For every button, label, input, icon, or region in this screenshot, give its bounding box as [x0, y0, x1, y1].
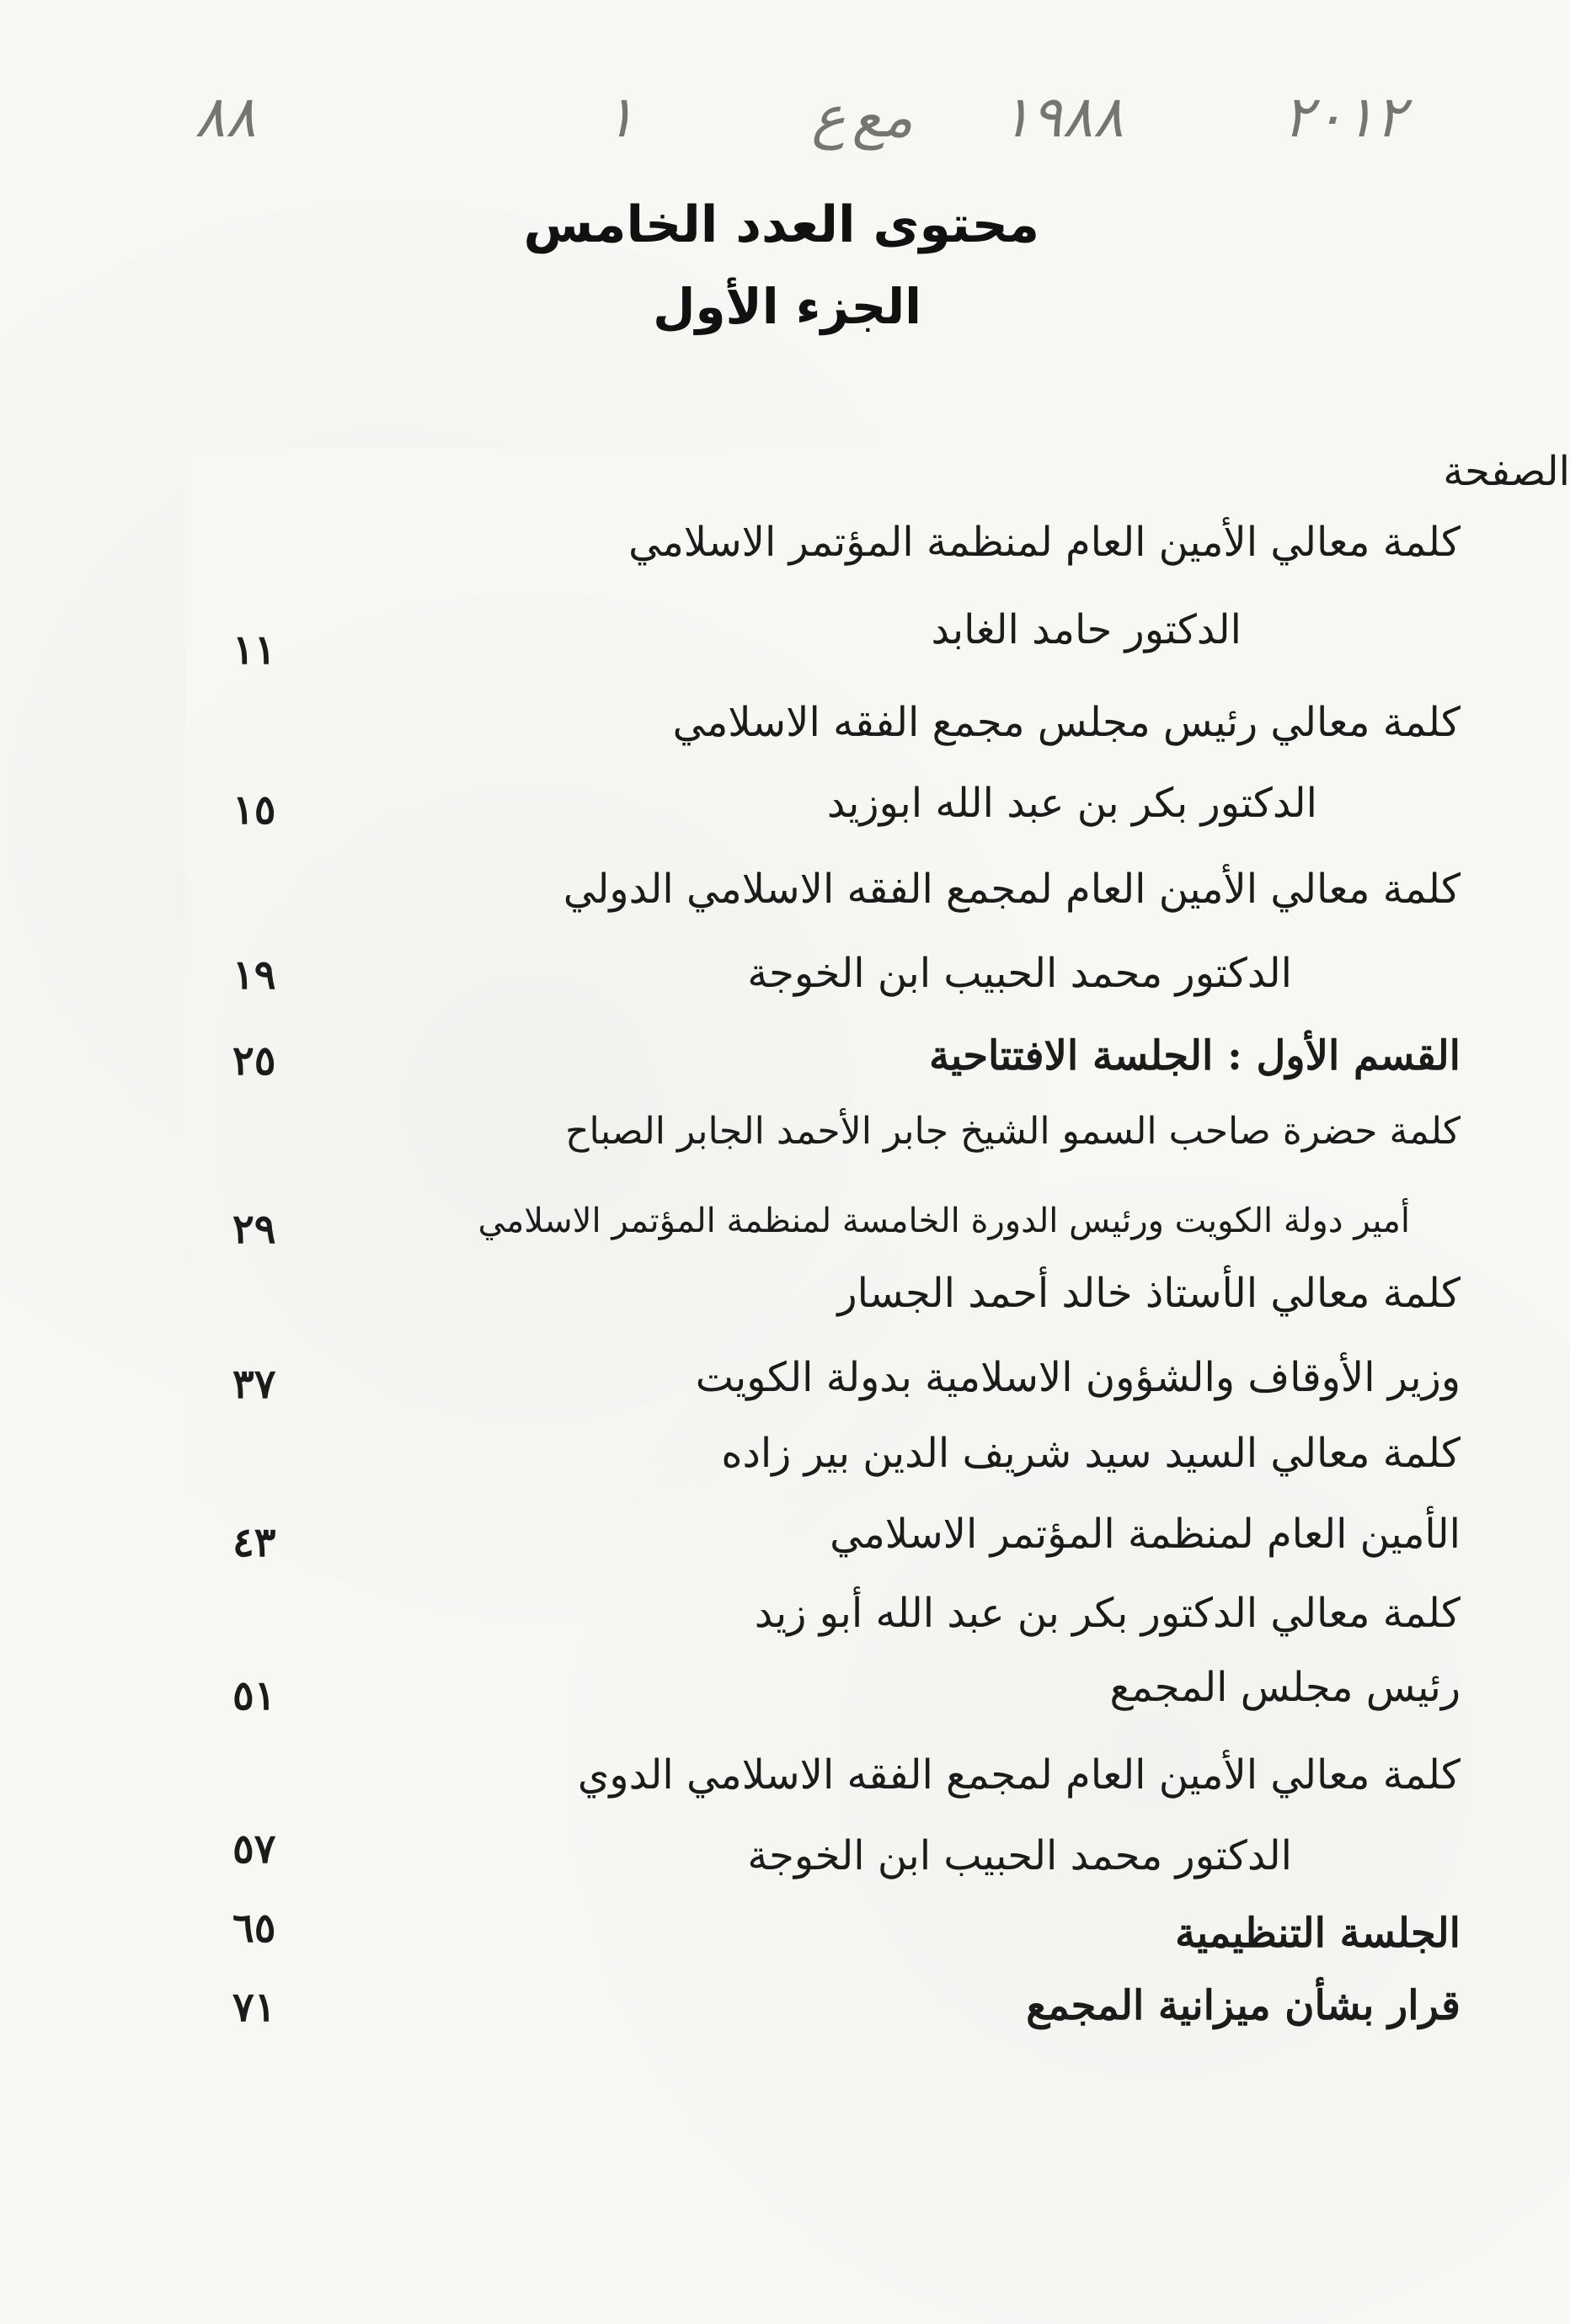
- toc-line: الدكتور بكر بن عبد الله ابوزيد: [826, 780, 1317, 827]
- toc-line: الدكتور محمد الحبيب ابن الخوجة: [747, 950, 1292, 997]
- page-number: ٥٧: [232, 1826, 276, 1873]
- page-number: ٧١: [232, 1984, 276, 2031]
- page-number: ١١: [232, 626, 276, 674]
- page-subtitle: الجزء الأول: [653, 278, 921, 335]
- page-number: ٦٥: [232, 1905, 276, 1952]
- handwritten-mark: ١: [604, 84, 635, 151]
- toc-line: الدكتور محمد الحبيب ابن الخوجة: [747, 1832, 1292, 1879]
- handwritten-mark: ع: [811, 84, 846, 151]
- page-number: ٢٩: [232, 1206, 276, 1253]
- toc-line: كلمة معالي الأمين العام لمجمع الفقه الاسلامي الدولي: [563, 866, 1461, 913]
- toc-line: كلمة معالي الأستاذ خالد أحمد الجسار: [837, 1270, 1461, 1317]
- page-title: محتوى العدد الخامس: [523, 195, 1039, 254]
- page-number: ٥١: [232, 1672, 276, 1719]
- page-number: ٢٥: [232, 1037, 276, 1085]
- handwritten-mark: مع: [852, 84, 913, 151]
- toc-line: أمير دولة الكويت ورئيس الدورة الخامسة لمنظمة المؤتمر الاسلامي: [478, 1202, 1410, 1240]
- page-number: ٣٧: [232, 1361, 276, 1408]
- toc-line: كلمة معالي الدكتور بكر بن عبد الله أبو زيد: [754, 1590, 1461, 1637]
- toc-line: الجلسة التنظيمية: [1175, 1910, 1461, 1957]
- toc-line: القسم الأول : الجلسة الافتتاحية: [929, 1032, 1461, 1079]
- handwritten-mark: ٢٠١٢: [1282, 84, 1406, 151]
- toc-line: كلمة معالي السيد سيد شريف الدين بير زاده: [721, 1430, 1461, 1477]
- toc-line: رئيس مجلس المجمع: [1109, 1664, 1461, 1711]
- toc-line: كلمة معالي الأمين العام لمنظمة المؤتمر الاسلامي: [628, 519, 1461, 566]
- toc-line: وزير الأوقاف والشؤون الاسلامية بدولة الكويت: [695, 1354, 1461, 1401]
- toc-line: الدكتور حامد الغابد: [931, 606, 1242, 653]
- handwritten-mark: ١٩٨٨: [1000, 84, 1124, 151]
- page-number: ١٥: [232, 786, 276, 834]
- handwritten-mark: ٨٨: [194, 84, 256, 151]
- toc-line: الأمين العام لمنظمة المؤتمر الاسلامي: [830, 1511, 1461, 1558]
- page-number: ٤٣: [232, 1519, 276, 1566]
- page-number: ١٩: [232, 951, 276, 999]
- toc-line: كلمة معالي رئيس مجلس مجمع الفقه الاسلامي: [672, 699, 1461, 746]
- toc-line: كلمة حضرة صاحب السمو الشيخ جابر الأحمد الجابر الصباح: [565, 1110, 1461, 1153]
- toc-line: كلمة معالي الأمين العام لمجمع الفقه الاسلامي الدوي: [577, 1751, 1461, 1799]
- toc-line: قرار بشأن ميزانية المجمع: [1026, 1982, 1461, 2029]
- page-header: الصفحة: [185, 448, 1570, 2324]
